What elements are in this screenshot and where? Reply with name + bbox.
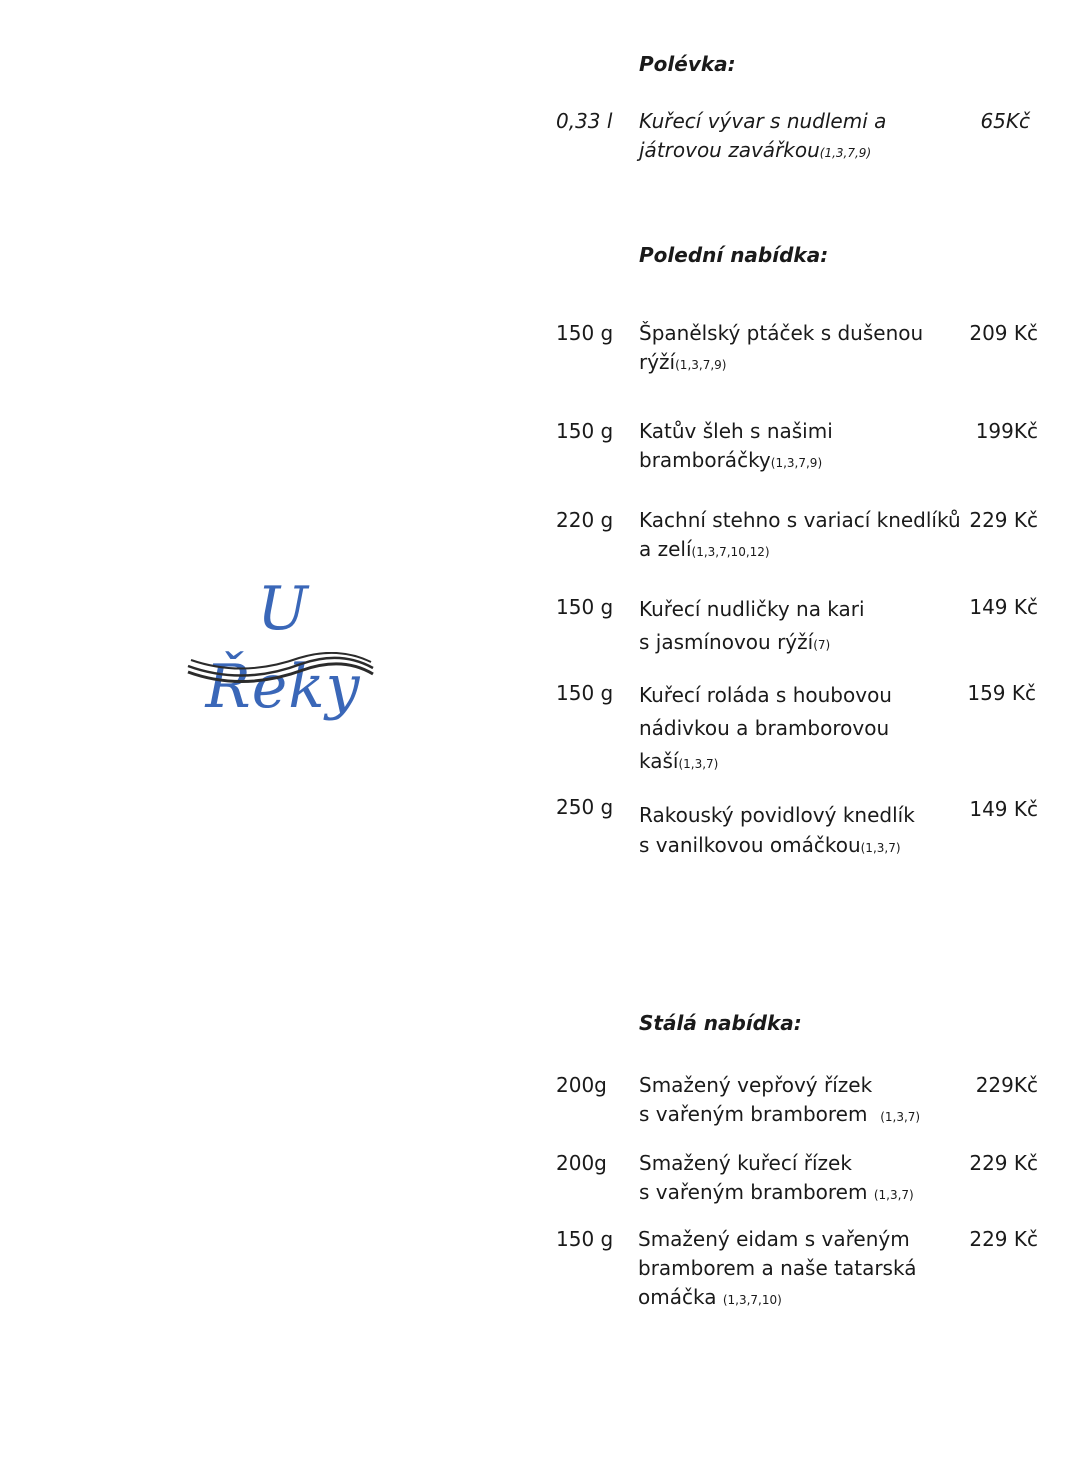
- item-quantity: 200g: [556, 1151, 607, 1175]
- item-allergens: (1,3,7): [880, 1110, 921, 1124]
- item-allergens: (1,3,7,9): [675, 358, 727, 372]
- item-name-line: [639, 1178, 959, 1210]
- item-allergens: (1,3,7,10): [722, 1293, 782, 1307]
- item-price: 149 Kč: [969, 595, 1038, 619]
- logo-text: U Řeky: [205, 574, 361, 722]
- item-price: 149 Kč: [969, 797, 1038, 821]
- item-name-line-text: s vařeným bramborem: [639, 1102, 868, 1126]
- item-name: [639, 679, 959, 781]
- item-name-line-text: rýží: [639, 350, 676, 374]
- item-quantity: 200g: [556, 1073, 607, 1097]
- item-price: 159 Kč: [967, 681, 1036, 705]
- item-name-line: [639, 535, 969, 567]
- item-name-line: Rakouský povidlový knedlík: [639, 803, 915, 827]
- item-allergens: (1,3,7,9): [770, 456, 823, 470]
- item-name-line-text: s jasmínovou rýží: [639, 630, 814, 654]
- restaurant-logo: [183, 570, 383, 722]
- item-price: 229 Kč: [969, 1227, 1038, 1251]
- item-name-line: [639, 745, 959, 781]
- item-name-line: Kuřecí nudličky na kari: [639, 597, 865, 621]
- item-price: 229 Kč: [969, 1151, 1038, 1175]
- item-name: [639, 107, 959, 168]
- item-name-line: [639, 1100, 959, 1132]
- item-price: 229 Kč: [969, 508, 1038, 532]
- item-name-line: nádivkou a bramborovou: [639, 716, 890, 740]
- wave-icon: [183, 652, 383, 692]
- item-quantity: 250 g: [556, 795, 614, 819]
- item-allergens: (1,3,7): [860, 841, 901, 855]
- item-name: [639, 1149, 959, 1210]
- item-name: [639, 800, 959, 863]
- item-name-line: [639, 348, 959, 380]
- item-name-line: [639, 136, 959, 168]
- item-allergens: (1,3,7,9): [819, 146, 872, 160]
- item-name: [639, 319, 959, 380]
- item-name-line: Kuřecí roláda s houbovou: [639, 683, 892, 707]
- item-quantity: 150 g: [556, 419, 614, 443]
- item-name-line: [639, 446, 959, 478]
- item-quantity: 0,33 l: [556, 109, 613, 133]
- item-quantity: 150 g: [556, 595, 614, 619]
- item-name-line-text: játrovou zavářkou: [639, 138, 820, 162]
- item-name-line-text: kaší: [639, 749, 679, 773]
- item-name-line: Katův šleh s našimi: [639, 419, 833, 443]
- item-name-line-text: bramboráčky: [639, 448, 771, 472]
- item-name-line: bramborem a naše tatarská: [638, 1256, 917, 1280]
- item-price: 199Kč: [975, 419, 1038, 443]
- section-title-lunch: Polední nabídka:: [639, 243, 829, 267]
- item-name-line: Kuřecí vývar s nudlemi a: [639, 109, 887, 133]
- item-name-line: Smažený eidam s vařeným: [638, 1227, 910, 1251]
- section-title-soup: Polévka:: [639, 52, 736, 76]
- item-price: 209 Kč: [969, 321, 1038, 345]
- item-name: [639, 417, 959, 478]
- item-price: 65Kč: [980, 109, 1030, 133]
- item-quantity: 150 g: [556, 681, 614, 705]
- item-allergens: (7): [813, 638, 831, 652]
- item-name-line: Smažený vepřový řízek: [639, 1073, 873, 1097]
- item-name: [639, 506, 969, 567]
- item-name-line: Kachní stehno s variací knedlíků: [639, 508, 961, 532]
- item-name: [638, 1225, 958, 1315]
- item-price: 229Kč: [975, 1073, 1038, 1097]
- item-allergens: (1,3,7): [678, 757, 719, 771]
- item-name-line: Smažený kuřecí řízek: [639, 1151, 852, 1175]
- item-name-line: [639, 830, 959, 863]
- item-name: [639, 1071, 959, 1132]
- item-name-line-text: s vanilkovou omáčkou: [639, 833, 861, 857]
- item-name-line: [639, 626, 959, 662]
- item-quantity: 220 g: [556, 508, 614, 532]
- item-allergens: (1,3,7): [873, 1188, 914, 1202]
- item-name-line-text: omáčka: [638, 1285, 717, 1309]
- item-quantity: 150 g: [556, 1227, 614, 1251]
- item-allergens: (1,3,7,10,12): [691, 545, 770, 559]
- item-name-line-text: a zelí: [639, 537, 692, 561]
- item-name: [639, 593, 959, 662]
- item-name-line: Španělský ptáček s dušenou: [639, 321, 924, 345]
- section-title-standing: Stálá nabídka:: [639, 1011, 802, 1035]
- item-name-line: [638, 1283, 958, 1315]
- item-name-line-text: s vařeným bramborem: [639, 1180, 868, 1204]
- item-quantity: 150 g: [556, 321, 614, 345]
